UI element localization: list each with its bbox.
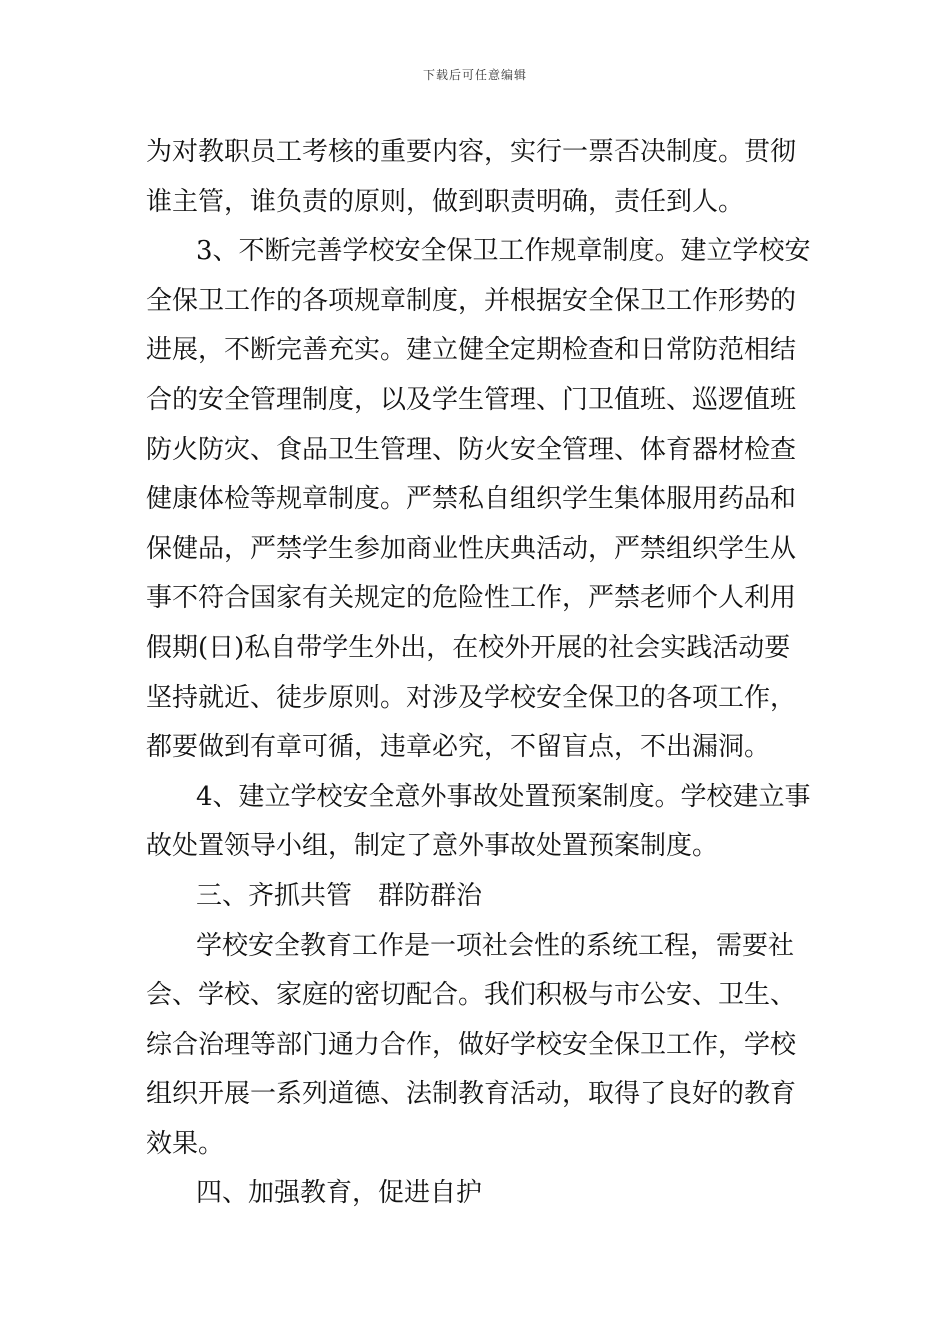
text-line: 坚持就近、徒步原则。对涉及学校安全保卫的各项工作， xyxy=(146,682,797,713)
text-line: 综合治理等部门通力合作，做好学校安全保卫工作，学校 xyxy=(146,1029,797,1060)
text-line: 3、不断完善学校安全保卫工作规章制度。建立学校安 xyxy=(196,236,811,267)
text-line: 事不符合国家有关规定的危险性工作，严禁老师个人利用 xyxy=(146,583,797,614)
body-text xyxy=(146,128,811,1219)
text-line: 进展，不断完善充实。建立健全定期检查和日常防范相结 xyxy=(146,335,797,366)
text-line: 会、学校、家庭的密切配合。我们积极与市公安、卫生、 xyxy=(146,980,797,1011)
text-line: 组织开展一系列道德、法制教育活动，取得了良好的教育 xyxy=(146,1079,797,1110)
text-line: 全保卫工作的各项规章制度，并根据安全保卫工作形势的 xyxy=(146,285,797,316)
text-line: 谁主管，谁负责的原则，做到职责明确，责任到人。 xyxy=(146,186,745,217)
text-line: 防火防灾、食品卫生管理、防火安全管理、体育器材检查 xyxy=(146,434,797,465)
text-line: 三、齐抓共管 群防群治 xyxy=(196,880,483,911)
text-line: 健康体检等规章制度。严禁私自组织学生集体服用药品和 xyxy=(146,484,797,515)
text-line: 保健品，严禁学生参加商业性庆典活动，严禁组织学生从 xyxy=(146,533,797,564)
header-note: 下载后可任意编辑 xyxy=(422,68,527,82)
text-line: 假期(日)私自带学生外出，在校外开展的社会实践活动要 xyxy=(146,632,791,663)
text-line: 合的安全管理制度，以及学生管理、门卫值班、巡逻值班 xyxy=(146,384,797,415)
text-line: 为对教职员工考核的重要内容，实行一票否决制度。贯彻 xyxy=(146,137,797,167)
text-line: 故处置领导小组，制定了意外事故处置预案制度。 xyxy=(146,831,719,862)
text-line: 四、加强教育，促进自护 xyxy=(196,1178,483,1209)
text-line: 学校安全教育工作是一项社会性的系统工程，需要社 xyxy=(196,930,795,961)
text-line: 效果。 xyxy=(146,1128,225,1159)
text-line: 4、建立学校安全意外事故处置预案制度。学校建立事 xyxy=(196,781,811,812)
text-line: 都要做到有章可循，违章必究，不留盲点，不出漏洞。 xyxy=(146,732,771,763)
